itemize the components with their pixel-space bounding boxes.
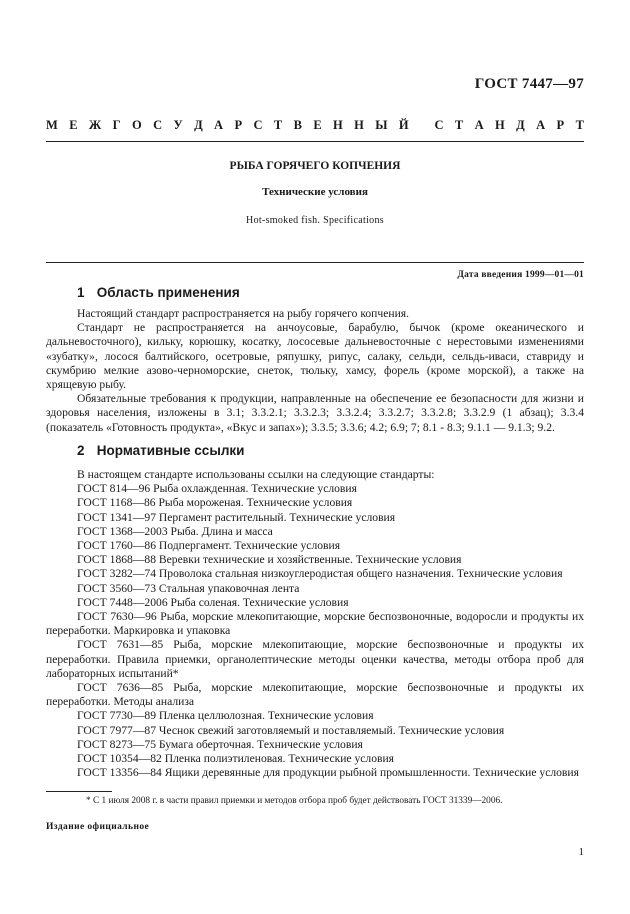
reference-item: ГОСТ 10354—82 Пленка полиэтиленовая. Технические условия <box>77 752 395 766</box>
section-1-number: 1 <box>77 285 85 300</box>
document-subtitle: Технические условия <box>262 186 368 198</box>
banner-letter <box>420 118 423 133</box>
top-divider <box>46 141 584 142</box>
section-1-paragraph: Обязательные требования к продукции, направленные на обеспечение ее безопасности для жизни и здоровья населения, изложены в 3.1; 3.3.2.1; 3.3.2.3; 3.3.2.4; 3.3.2.7; 3.3.2.8; 3.3.2.9 (1 абзац); 3.3.4 (показатель «Готовность продукта», «Вкус и запах»); 3.3.5; 3.3.6; 4.2; 6.9; 7; 8.1 - 8.3; 9.1.1 — 9.1.3; 9.2. <box>46 392 584 434</box>
title-divider <box>46 262 584 263</box>
banner-letter: А <box>536 118 546 132</box>
reference-item: ГОСТ 8273—75 Бумага оберточная. Технические условия <box>77 737 363 751</box>
reference-item: ГОСТ 7631—85 Рыба, морские млекопитающие, морские беспозвоночные и продукты их переработки. Правила приемки, органолептические методы оценки качества, методы отбора проб для лабораторных испытаний* <box>46 638 584 680</box>
banner-letter: Н <box>333 118 343 132</box>
section-1-body <box>46 307 584 435</box>
reference-item: ГОСТ 814—96 Рыба охлажденная. Технические условия <box>77 482 357 496</box>
footnote: * С 1 июля 2008 г. в части правил приемки и методов отбора проб будет действовать ГОСТ 31339—2006. <box>86 796 503 806</box>
banner-letter: Р <box>234 118 243 132</box>
banner-letter: Т <box>454 118 464 132</box>
banner-letter: Р <box>556 118 565 132</box>
section-1-paragraph: Стандарт не распространяется на анчоусовые, барабулю, бычок (кроме океанического и дальневосточного), кильку, корюшку, косатку, лососевые дальневосточные с нерестовыми изменениями «зубатку», лосося балтийского, осетровые, ряпушку, рипус, салаку, сельди, сельдь-иваси, ставриду и скумбрию мелкие азово-черноморские, снеток, тюльку, хамсу, форель (кроме морской), а также на хрящевую рыбу. <box>46 321 584 392</box>
banner-letter: Е <box>313 118 322 132</box>
section-2-number: 2 <box>77 443 85 458</box>
banner-letter: Е <box>69 118 78 132</box>
intro-date: Дата введения 1999—01—01 <box>457 270 584 280</box>
references-intro: В настоящем стандарте использованы ссылки на следующие стандарты: <box>77 468 435 481</box>
banner-letter: М <box>46 118 58 132</box>
section-1-heading <box>77 285 240 300</box>
banner-letter: Д <box>516 118 525 132</box>
reference-item: ГОСТ 7730—89 Пленка целлюлозная. Технические условия <box>77 709 374 723</box>
banner-letter: Ы <box>375 118 388 132</box>
interstate-standard-banner <box>46 118 584 133</box>
banner-letter: А <box>474 118 484 132</box>
reference-item: ГОСТ 1168—86 Рыба мороженая. Технические условия <box>77 496 353 510</box>
banner-letter: Т <box>575 118 584 132</box>
banner-letter: Г <box>112 118 121 132</box>
reference-item: ГОСТ 7636—85 Рыба, морские млекопитающие, морские беспозвоночные и продукты их переработки. Методы анализа <box>46 681 584 709</box>
section-2-title: Нормативные ссылки <box>96 443 245 458</box>
references-list <box>46 468 584 780</box>
banner-letter: С <box>253 118 263 132</box>
reference-item: ГОСТ 7977—87 Чеснок свежий заготовляемый и поставляемый. Технические условия <box>77 723 505 737</box>
reference-item: ГОСТ 1868—88 Веревки технические и хозяйственные. Технические условия <box>77 553 462 567</box>
reference-item: ГОСТ 7448—2006 Рыба соленая. Технические условия <box>77 595 349 609</box>
banner-letter: У <box>173 118 183 132</box>
banner-letter: Н <box>495 118 505 132</box>
section-1-paragraph: Настоящий стандарт распространяется на рыбу горячего копчения. <box>77 307 410 320</box>
reference-item: ГОСТ 1341—97 Пергамент растительный. Технические условия <box>77 510 396 524</box>
banner-letter: В <box>293 118 302 132</box>
banner-letter: С <box>153 118 163 132</box>
english-title: Hot-smoked fish. Specifications <box>246 215 384 226</box>
page-number: 1 <box>578 846 584 858</box>
reference-item: ГОСТ 1760—86 Подпергамент. Технические условия <box>77 539 341 553</box>
footnote-divider <box>46 791 112 792</box>
standard-code: ГОСТ 7447—97 <box>474 76 584 92</box>
document-title: РЫБА ГОРЯЧЕГО КОПЧЕНИЯ <box>229 160 401 172</box>
section-2-heading <box>77 443 244 458</box>
banner-letter: А <box>214 118 224 132</box>
banner-letter: Й <box>398 118 409 132</box>
reference-item: ГОСТ 13356—84 Ящики деревянные для продукции рыбной промышленности. Технические условия <box>77 766 579 780</box>
edition-label: Издание официальное <box>46 822 150 832</box>
banner-letter: С <box>434 118 444 132</box>
reference-item: ГОСТ 3560—73 Стальная упаковочная лента <box>77 581 300 595</box>
reference-item: ГОСТ 1368—2003 Рыба. Длина и масса <box>77 524 273 538</box>
section-1-title: Область применения <box>96 285 240 300</box>
reference-item: ГОСТ 3282—74 Проволока стальная низкоуглеродистая общего назначения. Технические условия <box>77 567 563 581</box>
banner-letter: Ж <box>88 118 102 132</box>
reference-item: ГОСТ 7630—96 Рыба, морские млекопитающие, морские беспозвоночные, водоросли и продукты их переработки. Маркировка и упаковка <box>46 610 584 638</box>
banner-letter: Д <box>194 118 203 132</box>
banner-letter: О <box>131 118 142 132</box>
banner-letter: Т <box>273 118 283 132</box>
banner-letter: Н <box>354 118 364 132</box>
